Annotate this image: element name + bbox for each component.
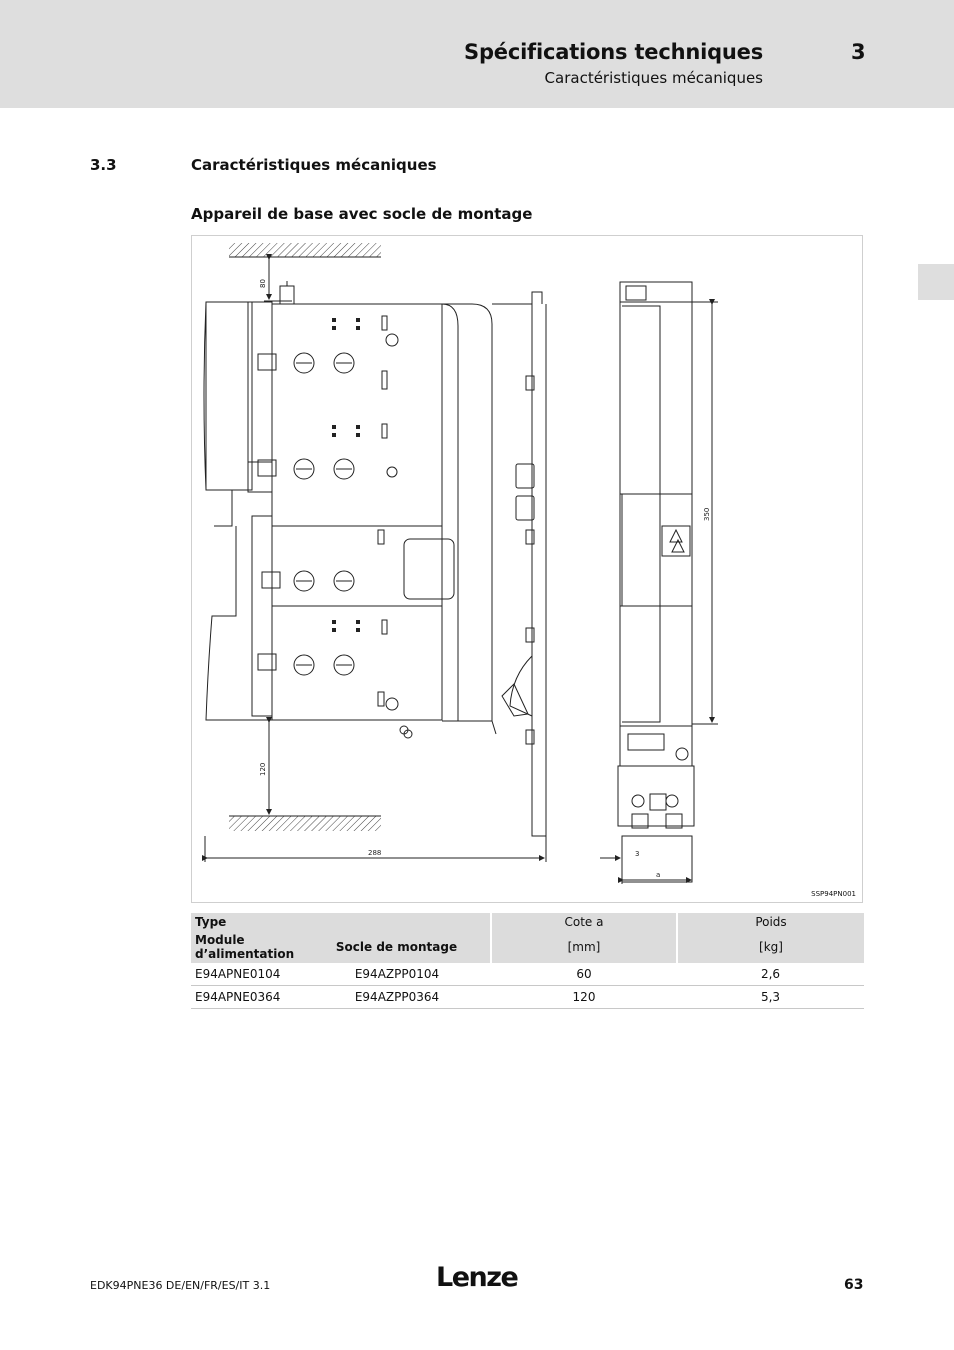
cell-poids: 2,6: [677, 963, 864, 986]
section-number: 3.3: [90, 156, 117, 174]
header-cote-unit: [mm]: [491, 931, 677, 963]
figure-code: SSP94PN001: [811, 890, 856, 898]
cell-poids: 5,3: [677, 986, 864, 1009]
chapter-number: 3: [851, 40, 866, 64]
dim-height-label: 350: [703, 507, 711, 521]
footer-document-id: EDK94PNE36 DE/EN/FR/ES/IT 3.1: [90, 1279, 271, 1292]
dim-small-label: 3: [635, 850, 640, 858]
chapter-thumb-tab: [918, 264, 954, 300]
specs-table: [191, 913, 864, 1009]
bottom-wall-hatch: [229, 816, 381, 831]
table-row: [191, 986, 864, 1009]
page-number: 63: [844, 1277, 864, 1293]
cell-socle: E94AZPP0364: [303, 986, 491, 1009]
section-title: Caractéristiques mécaniques: [191, 156, 437, 174]
page-header-subtitle: Caractéristiques mécaniques: [544, 69, 763, 87]
dim-bottom-label: 120: [259, 762, 267, 776]
technical-drawing: [192, 236, 864, 904]
lenze-logo: Lenze: [436, 1262, 518, 1293]
header-socle: Socle de montage: [303, 931, 491, 963]
header-cote: Cote a: [491, 913, 677, 931]
header-type: Type: [191, 913, 491, 931]
cell-cote: 120: [491, 986, 677, 1009]
cell-socle: E94AZPP0104: [303, 963, 491, 986]
dim-top-label: 80: [259, 279, 267, 288]
table-header-row: [191, 913, 864, 931]
header-module: Module d’alimentation: [191, 931, 303, 963]
top-wall-hatch: [229, 243, 381, 257]
subsection-title: Appareil de base avec socle de montage: [191, 205, 533, 223]
cell-cote: 60: [491, 963, 677, 986]
cell-module: E94APNE0104: [191, 963, 303, 986]
dim-width-label: 288: [368, 849, 382, 857]
table-row: [191, 963, 864, 986]
header-poids: Poids: [677, 913, 864, 931]
table-subheader-row: [191, 931, 864, 963]
header-poids-unit: [kg]: [677, 931, 864, 963]
page-header-title: Spécifications techniques: [464, 40, 763, 64]
dim-a-label: a: [656, 871, 661, 879]
dimension-drawing: [191, 235, 863, 903]
cell-module: E94APNE0364: [191, 986, 303, 1009]
